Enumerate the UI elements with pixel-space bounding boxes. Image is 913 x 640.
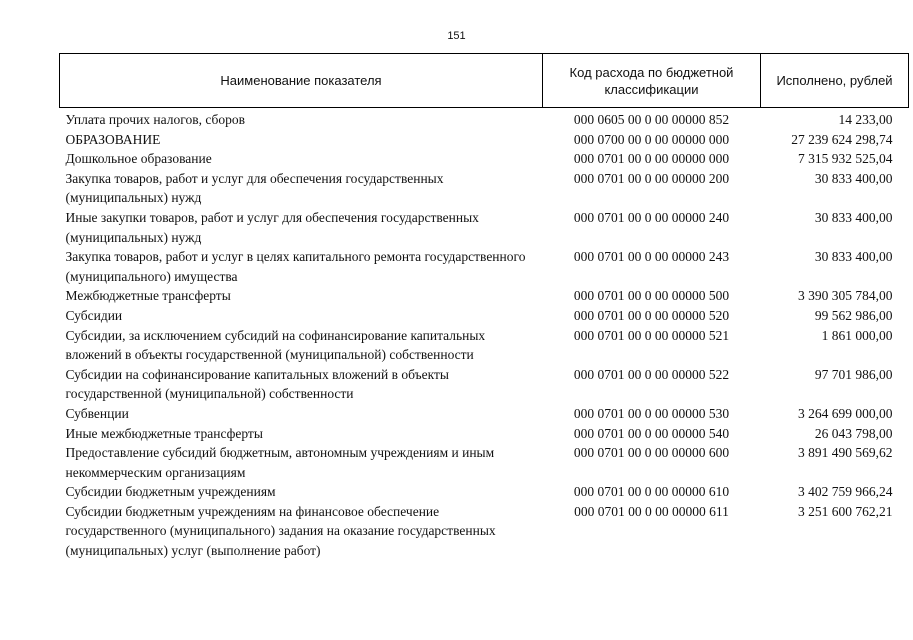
row-name: Межбюджетные трансферты [65,288,231,304]
row-name: Иные закупки товаров, работ и услуг для обеспечения государственных (муниципальных) нужд [65,209,479,245]
row-amount: 99 562 986,00 [814,307,893,323]
row-code: 000 0701 00 0 00 00000 540 [573,425,730,441]
row-code: 000 0701 00 0 00 00000 610 [573,484,730,500]
row-amount: 26 043 798,00 [814,425,893,441]
header-name: Наименование показателя [60,54,543,108]
table-row [60,286,909,306]
row-code: 000 0700 00 0 00 00000 000 [573,131,730,147]
row-code: 000 0701 00 0 00 00000 200 [573,170,730,186]
row-amount: 3 891 490 569,62 [798,445,893,461]
table-row [60,306,909,326]
row-amount: 3 264 699 000,00 [798,405,893,421]
row-name: Иные межбюджетные трансферты [65,425,263,441]
row-amount: 97 701 986,00 [814,366,893,382]
row-amount: 30 833 400,00 [814,249,893,265]
row-code: 000 0701 00 0 00 00000 611 [574,503,729,519]
row-name: Субсидии бюджетным учреждениям [65,484,276,500]
row-code: 000 0701 00 0 00 00000 522 [573,366,730,382]
table-row [60,130,909,150]
row-amount: 27 239 624 298,74 [791,131,893,147]
table-row [60,169,909,208]
row-name: Субсидии на софинансирование капитальных вложений в объекты государственной (муниципальной) собственности [65,366,449,402]
header-code: Код расхода по бюджетной классификации [543,54,761,108]
row-amount: 30 833 400,00 [814,209,893,225]
table-header-row [60,54,909,108]
row-code: 000 0701 00 0 00 00000 240 [573,209,730,225]
table-row [60,247,909,286]
row-code: 000 0701 00 0 00 00000 521 [573,327,730,343]
row-name: Закупка товаров, работ и услуг в целях капитального ремонта государственного (муниципального) имущества [65,249,526,284]
table-row [60,326,909,365]
row-amount: 3 402 759 966,24 [798,484,893,500]
row-amount: 7 315 932 525,04 [798,151,893,167]
row-code: 000 0701 00 0 00 00000 000 [573,151,730,167]
row-name: Субвенции [65,405,129,421]
row-code: 000 0701 00 0 00 00000 243 [573,249,730,265]
row-code: 000 0701 00 0 00 00000 600 [573,445,730,461]
row-amount: 14 233,00 [838,112,893,127]
row-code: 000 0701 00 0 00 00000 530 [573,405,730,421]
row-code: 000 0701 00 0 00 00000 520 [573,307,730,323]
table-row [60,443,909,482]
row-name: Уплата прочих налогов, сборов [65,112,245,127]
table-row [60,108,909,130]
table-row [60,424,909,444]
row-amount: 3 390 305 784,00 [798,288,893,304]
row-name: ОБРАЗОВАНИЕ [65,131,161,147]
row-code: 000 0701 00 0 00 00000 500 [573,288,730,304]
row-amount: 1 861 000,00 [821,327,893,343]
table-row [60,208,909,247]
row-name: Закупка товаров, работ и услуг для обеспечения государственных (муниципальных) нужд [65,170,444,206]
row-name: Предоставление субсидий бюджетным, автономным учреждениям и иным некоммерческим организациям [65,445,495,480]
row-name: Субсидии, за исключением субсидий на софинансирование капитальных вложений в объекты государственной (муниципальной) собственности [65,327,486,363]
table-row [60,404,909,424]
row-code: 000 0605 00 0 00 00000 852 [573,112,730,127]
table-row [60,365,909,404]
row-name: Субсидии [65,307,123,323]
page-number: 151 [447,30,466,42]
row-amount: 3 251 600 762,21 [798,503,893,519]
table-row [60,149,909,169]
budget-table [59,53,909,561]
row-name: Субсидии бюджетным учреждениям на финансовое обеспечение государственного (муниципального) задания на оказание государственных (муниципальных) услуг (выполнение работ) [65,503,496,559]
row-amount: 30 833 400,00 [814,170,893,186]
table-row [60,502,909,561]
row-name: Дошкольное образование [65,151,212,167]
header-amount: Исполнено, рублей [761,54,909,108]
table-row [60,482,909,502]
